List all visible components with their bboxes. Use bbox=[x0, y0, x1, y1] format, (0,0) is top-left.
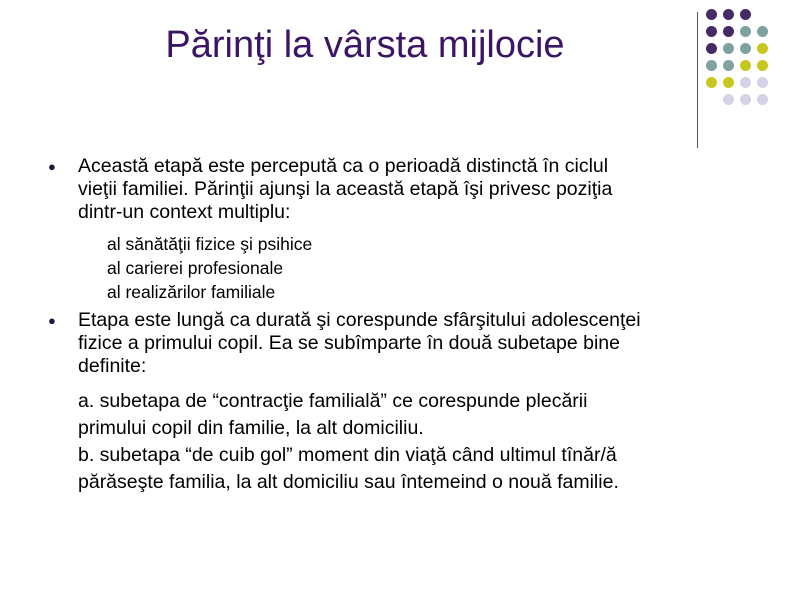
slide-title: Părinţi la vârsta mijlocie bbox=[165, 24, 565, 66]
decoration-dot bbox=[723, 60, 734, 71]
bullet-2 bbox=[46, 309, 776, 378]
decoration-dot bbox=[723, 26, 734, 37]
dot-grid-decoration-icon bbox=[706, 9, 800, 137]
title-divider bbox=[697, 12, 698, 148]
decoration-dot bbox=[740, 9, 751, 20]
decoration-dot bbox=[740, 43, 751, 54]
bullet-1-line-2: vieţii familiei. Părinţii ajunşi la această etapă îşi privesc poziţia bbox=[78, 178, 613, 200]
slide-body bbox=[46, 155, 776, 496]
paragraph-line: a. subetapa de “contracţie familială” ce corespunde plecării bbox=[78, 390, 588, 412]
bullet-2-line-2: fizice a primului copil. Ea se subîmparte în două subetape bine bbox=[78, 332, 620, 354]
decoration-dot bbox=[706, 60, 717, 71]
bullet-2-line-1: Etapa este lungă ca durată şi corespunde sfârşitului adolescenţei bbox=[78, 309, 641, 331]
decoration-dot bbox=[706, 26, 717, 37]
decoration-dot bbox=[757, 26, 768, 37]
bullet-1-sublist bbox=[46, 232, 776, 304]
decoration-dot bbox=[723, 94, 734, 105]
paragraph-line: părăseşte familia, la alt domiciliu sau întemeind o nouă familie. bbox=[78, 471, 619, 493]
sublist-item: al carierei profesionale bbox=[107, 258, 284, 278]
decoration-dot bbox=[740, 94, 751, 105]
decoration-dot bbox=[706, 77, 717, 88]
bullet-icon: ● bbox=[48, 159, 56, 174]
decoration-dot bbox=[723, 77, 734, 88]
bullet-1-line-1: Această etapă este percepută ca o perioadă distinctă în ciclul bbox=[78, 155, 609, 177]
sublist-item: al realizărilor familiale bbox=[107, 282, 276, 302]
decoration-dot bbox=[757, 94, 768, 105]
decoration-dot bbox=[740, 77, 751, 88]
decoration-dot bbox=[723, 9, 734, 20]
decoration-dot bbox=[757, 43, 768, 54]
bullet-icon: ● bbox=[48, 313, 56, 328]
paragraph-line: b. subetapa “de cuib gol” moment din viaţă când ultimul tînăr/ă bbox=[78, 444, 617, 466]
bullet-1-line-3: dintr-un context multiplu: bbox=[78, 201, 291, 223]
bullet-2-line-3: definite: bbox=[78, 355, 147, 377]
bullet-1 bbox=[46, 155, 776, 224]
decoration-dot bbox=[706, 9, 717, 20]
bullet-2-paragraph bbox=[46, 388, 776, 496]
decoration-dot bbox=[757, 77, 768, 88]
decoration-dot bbox=[706, 43, 717, 54]
sublist-item: al sănătăţii fizice şi psihice bbox=[107, 234, 313, 254]
decoration-dot bbox=[740, 26, 751, 37]
decoration-dot bbox=[740, 60, 751, 71]
decoration-dot bbox=[757, 60, 768, 71]
paragraph-line: primului copil din familie, la alt domiciliu. bbox=[78, 417, 424, 439]
decoration-dot bbox=[723, 43, 734, 54]
